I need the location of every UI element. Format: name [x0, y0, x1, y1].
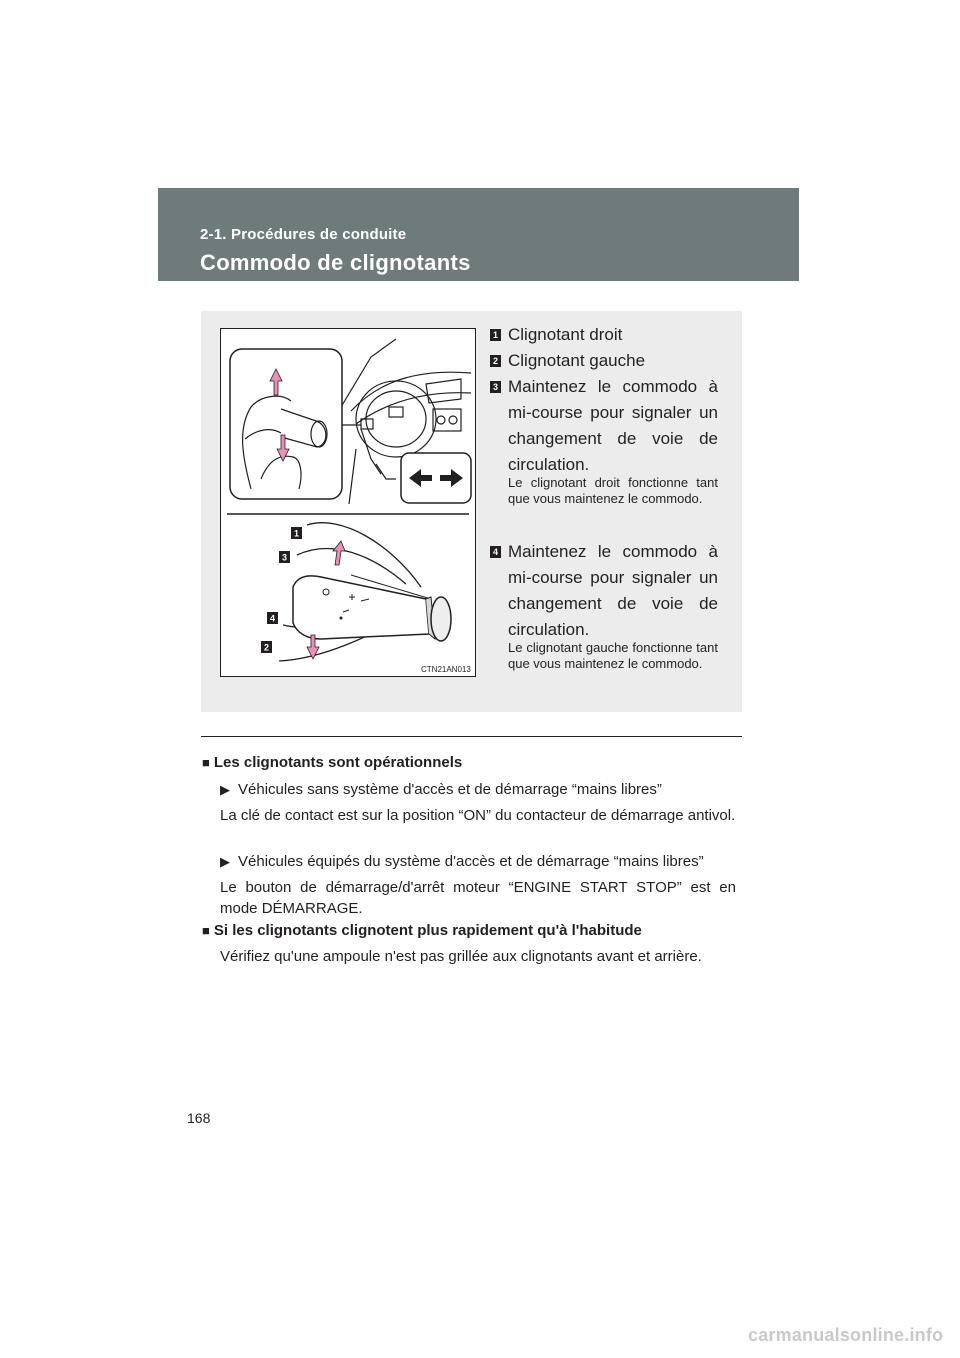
number-badge-2: 2 [490, 355, 501, 367]
square-bullet-icon: ■ [202, 755, 210, 770]
square-bullet-icon: ■ [202, 923, 210, 938]
triangle-bullet-icon: ▶ [220, 854, 230, 869]
page-number: 168 [187, 1110, 211, 1126]
illustration-box [220, 328, 476, 677]
condition-smart-key: ▶ Véhicules équipés du système d'accès et de démarrage “mains libres” [220, 853, 704, 870]
callout-1-label: 1 [293, 528, 300, 539]
watermark: carmanualsonline.info [748, 1325, 944, 1345]
section-divider [201, 736, 742, 737]
lever-drawing [293, 575, 451, 641]
callout-4-label: 4 [269, 613, 276, 624]
callout-3-label: 3 [281, 552, 288, 563]
legend-text-4: Maintenez le commodo à mi-course pour signaler un changement de voie de circulation. [508, 542, 718, 639]
triangle-bullet-icon: ▶ [220, 782, 230, 797]
legend-text-3: Maintenez le commodo à mi-course pour signaler un changement de voie de circulation. [508, 377, 718, 474]
number-badge-1: 1 [490, 329, 501, 341]
page-title: Commodo de clignotants [200, 250, 471, 275]
turn-signal-illustration [221, 329, 477, 678]
callout-2-label: 2 [263, 642, 270, 653]
paragraph-bulb-check: Vérifiez qu'une ampoule n'est pas grillée aux clignotants avant et arrière. [220, 948, 702, 965]
number-badge-4: 4 [490, 546, 501, 558]
legend-text-1: Clignotant droit [508, 325, 623, 344]
legend-text-2: Clignotant gauche [508, 351, 646, 370]
section-label: 2-1. Procédures de conduite [200, 226, 407, 243]
condition-no-smart-key: ▶ Véhicules sans système d'accès et de démarrage “mains libres” [220, 781, 662, 798]
note-heading-faster: ■ Si les clignotants clignotent plus rapidement qu'à l'habitude [202, 922, 642, 939]
paragraph-ignition: La clé de contact est sur la position “ON” du contacteur de démarrage antivol. [220, 807, 736, 824]
figure-code: CTN21AN013 [421, 665, 471, 674]
number-badge-3: 3 [490, 381, 501, 393]
legend-note-3: Le clignotant droit fonctionne tant que vous maintenez le commodo. [508, 475, 718, 506]
inset-frame [230, 349, 342, 499]
note-heading-operational: ■ Les clignotants sont opérationnels [202, 754, 463, 771]
paragraph-engine-start: Le bouton de démarrage/d'arrêt moteur “ENGINE START STOP” est en mode DÉMARRAGE. [220, 879, 736, 917]
legend-note-4: Le clignotant gauche fonctionne tant que vous maintenez le commodo. [508, 640, 718, 671]
lever-arrow-up-icon [333, 541, 345, 565]
